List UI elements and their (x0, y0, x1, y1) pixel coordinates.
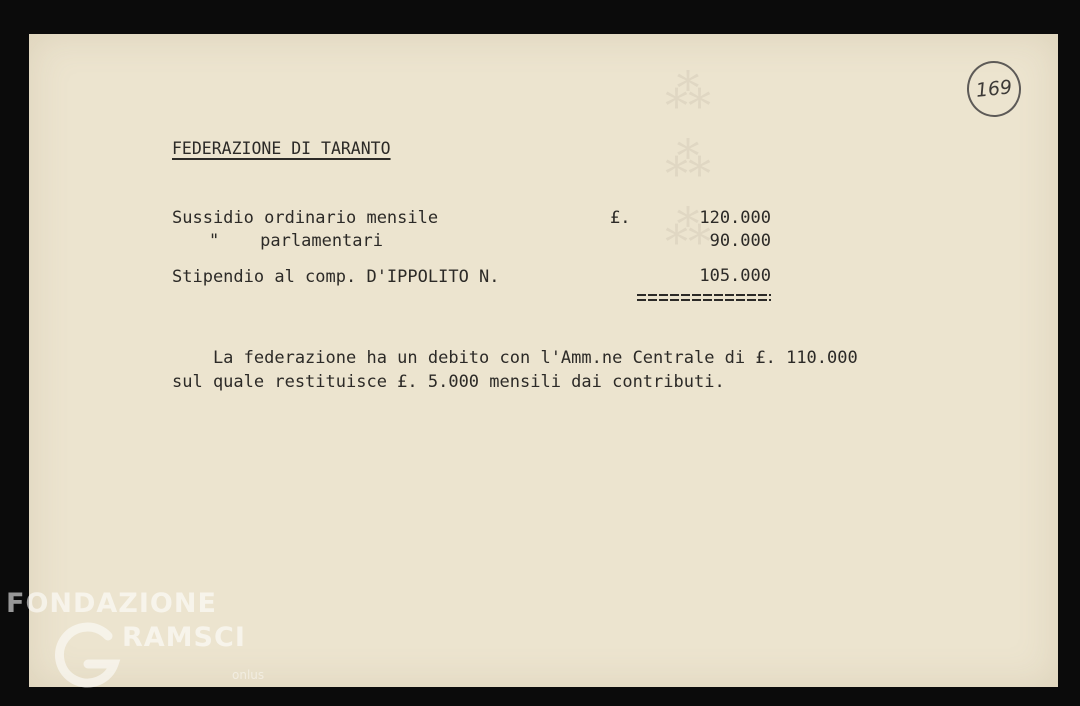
document-heading: FEDERAZIONE DI TARANTO (172, 139, 391, 158)
note-line: sul quale restituisce £. 5.000 mensili dai contributi. (172, 372, 725, 392)
watermark-suffix: onlus (232, 668, 265, 682)
entry-label: Sussidio ordinario mensile (172, 208, 439, 228)
g-logo-icon (48, 618, 126, 696)
double-underline-rule (637, 293, 771, 302)
page-number-stamp (964, 58, 1024, 119)
watermark-line1: FONDAZIONE (6, 588, 217, 619)
note-line: La federazione ha un debito con l'Amm.ne Centrale di £. 110.000 (172, 348, 858, 368)
archive-watermark (6, 588, 276, 700)
entry-amount: 90.000 (709, 231, 771, 251)
entry-amount: 120.000 (699, 208, 771, 228)
entry-currency: £. (610, 208, 631, 228)
show-through-stamp: ⁂⁂⁂ (661, 64, 715, 268)
watermark-line2: RAMSCI (122, 622, 246, 653)
entry-label: Stipendio al comp. D'IPPOLITO N. (172, 267, 500, 287)
page-number: 169 (974, 76, 1014, 102)
entry-amount: 105.000 (699, 266, 771, 286)
entry-label: " parlamentari (209, 231, 383, 251)
